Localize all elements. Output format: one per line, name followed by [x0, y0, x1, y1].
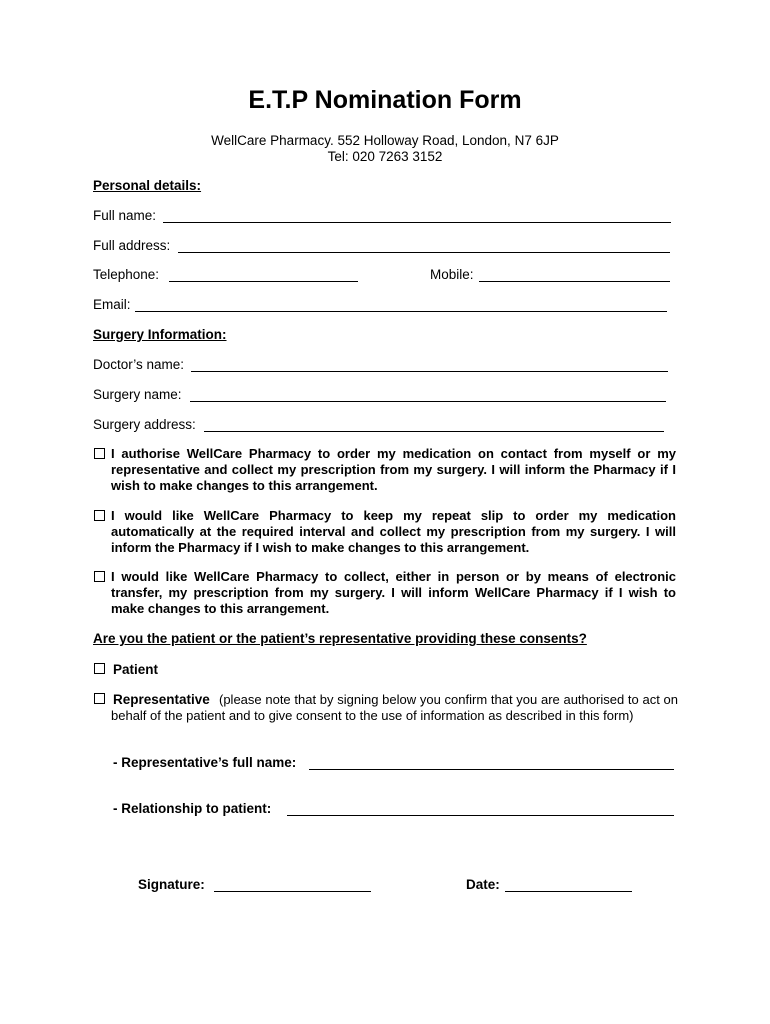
consent-checkbox-order-medication[interactable] — [94, 448, 105, 459]
pharmacy-telephone: Tel: 020 7263 3152 — [327, 149, 443, 164]
surgery-address-label: Surgery address: — [93, 417, 196, 432]
surgery-address-field[interactable] — [204, 420, 664, 432]
mobile-label: Mobile: — [430, 267, 474, 282]
representative-checkbox[interactable] — [94, 693, 105, 704]
email-label: Email: — [93, 297, 131, 312]
personal-details-heading: Personal details: — [93, 178, 202, 193]
surgery-name-field[interactable] — [190, 390, 666, 402]
representative-label: Representative — [113, 692, 210, 707]
representative-full-name-field[interactable] — [309, 758, 674, 770]
patient-checkbox[interactable] — [94, 663, 105, 674]
date-label: Date: — [466, 877, 500, 892]
patient-or-representative-question: Are you the patient or the patient’s representative providing these consents? — [93, 631, 587, 646]
patient-label: Patient — [113, 662, 159, 677]
signature-label: Signature: — [138, 877, 205, 892]
telephone-field[interactable] — [169, 270, 358, 282]
consent-checkbox-collect-prescription[interactable] — [94, 571, 105, 582]
relationship-to-patient-field[interactable] — [287, 804, 674, 816]
full-address-field[interactable] — [178, 241, 670, 253]
representative-full-name-label: - Representative’s full name: — [113, 755, 297, 770]
full-name-field[interactable] — [163, 211, 671, 223]
consent-checkbox-repeat-slip[interactable] — [94, 510, 105, 521]
signature-field[interactable] — [214, 880, 371, 892]
relationship-to-patient-label: - Relationship to patient: — [113, 801, 272, 816]
representative-note: (please note that by signing below you confirm that you are authorised to act on behalf of the patient and to give consent to the use of information as described in this form) — [111, 692, 678, 723]
telephone-label: Telephone: — [93, 267, 160, 282]
date-field[interactable] — [505, 880, 632, 892]
consent-text-collect-prescription: I would like WellCare Pharmacy to collect, either in person or by means of electronic transfer, my prescription from my surgery. I will inform WellCare Pharmacy if I wish to make changes to this arrangement. — [111, 569, 676, 616]
mobile-field[interactable] — [479, 270, 670, 282]
surgery-name-label: Surgery name: — [93, 387, 182, 402]
doctor-name-label: Doctor’s name: — [93, 357, 185, 372]
form-title: E.T.P Nomination Form — [248, 86, 522, 114]
pharmacy-address: WellCare Pharmacy. 552 Holloway Road, London, N7 6JP — [211, 133, 559, 148]
doctor-name-field[interactable] — [191, 360, 668, 372]
consent-text-repeat-slip: I would like WellCare Pharmacy to keep my repeat slip to order my medication automatically at the required interval and collect my prescription from my surgery. I will inform the Pharmacy if I wish to make changes to this arrangement. — [111, 508, 676, 555]
email-field[interactable] — [135, 300, 667, 312]
full-address-label: Full address: — [93, 238, 171, 253]
surgery-info-heading: Surgery Information: — [93, 327, 227, 342]
consent-text-order-medication: I authorise WellCare Pharmacy to order my medication on contact from myself or my representative and collect my prescription from my surgery. I will inform the Pharmacy if I wish to make changes to this arrangement. — [111, 446, 676, 493]
full-name-label: Full name: — [93, 208, 157, 223]
